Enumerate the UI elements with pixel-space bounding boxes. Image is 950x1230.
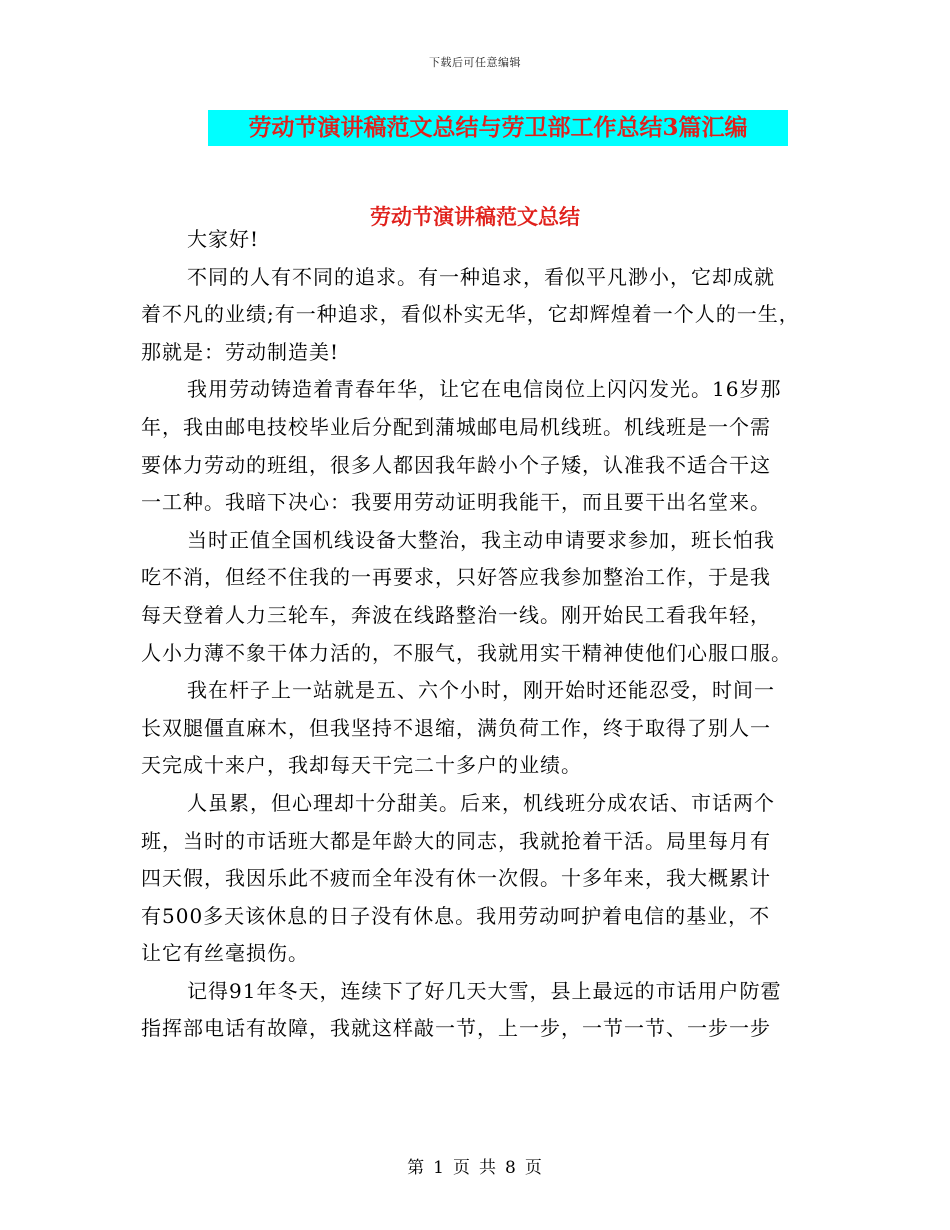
footer-total-prefix: 共 — [479, 1158, 497, 1178]
text-line: 一工种。我暗下决心：我要用劳动证明我能干，而且要干出名堂来。 — [141, 490, 771, 515]
text-line: 人虽累，但心理却十分甜美。后来，机线班分成农话、市话两个 — [187, 790, 775, 815]
footer-page-number: 1 — [433, 1158, 445, 1178]
text-line: 那就是：劳动制造美! — [141, 339, 340, 364]
text-line: 吃不消，但经不住我的一再要求，只好答应我参加整治工作，于是我 — [141, 565, 771, 590]
footer-total-unit: 页 — [524, 1158, 543, 1178]
text-line: 每天登着人力三轮车，奔波在线路整治一线。刚开始民工看我年轻， — [141, 602, 771, 627]
text-line: 让它有丝毫损伤。 — [141, 941, 309, 966]
text-line: 年，我由邮电技校毕业后分配到蒲城邮电局机线班。机线班是一个需 — [141, 414, 771, 439]
section-title: 劳动节演讲稿范文总结 — [370, 204, 580, 229]
page-footer — [0, 1153, 950, 1178]
text-line: 大家好! — [187, 227, 260, 251]
text-line: 天完成十来户，我却每天干完二十多户的业绩。 — [141, 753, 582, 778]
text-line: 四天假，我因乐此不疲而全年没有休一次假。十多年来，我大概累计 — [141, 866, 771, 891]
text-line: 当时正值全国机线设备大整治，我主动申请要求参加，班长怕我 — [187, 527, 775, 552]
text-line: 指挥部电话有故障，我就这样敲一节，上一步，一节一节、一步一步 — [141, 1016, 771, 1041]
text-line: 我用劳动铸造着青春年华，让它在电信岗位上闪闪发光。16岁那 — [187, 377, 782, 402]
main-title: 劳动节演讲稿范文总结与劳卫部工作总结3篇汇编 — [208, 110, 788, 146]
text-line: 我在杆子上一站就是五、六个小时，刚开始时还能忍受，时间一 — [187, 678, 775, 703]
header-note: 下载后可任意编辑 — [429, 56, 521, 69]
text-line: 班，当时的市话班大都是年龄大的同志，我就抢着干活。局里每月有 — [141, 828, 771, 853]
text-line: 长双腿僵直麻木，但我坚持不退缩，满负荷工作，终于取得了别人一 — [141, 715, 771, 740]
text-line: 人小力薄不象干体力活的，不服气，我就用实干精神使他们心服口服。 — [141, 640, 792, 665]
text-line: 着不凡的业绩;有一种追求，看似朴实无华，它却辉煌着一个人的一生， — [141, 302, 800, 327]
footer-total-pages: 8 — [505, 1158, 517, 1178]
footer-page-unit: 页 — [453, 1158, 471, 1178]
text-line: 要体力劳动的班组，很多人都因我年龄小个子矮，认准我不适合干这 — [141, 452, 771, 477]
text-line: 不同的人有不同的追求。有一种追求，看似平凡渺小，它却成就 — [187, 264, 775, 289]
body-text — [141, 221, 811, 1048]
text-line: 记得91年冬天，连续下了好几天大雪，县上最远的市话用户防雹 — [187, 978, 782, 1003]
footer-prefix: 第 — [407, 1158, 426, 1178]
text-line: 有500多天该休息的日子没有休息。我用劳动呵护着电信的基业，不 — [141, 903, 771, 928]
